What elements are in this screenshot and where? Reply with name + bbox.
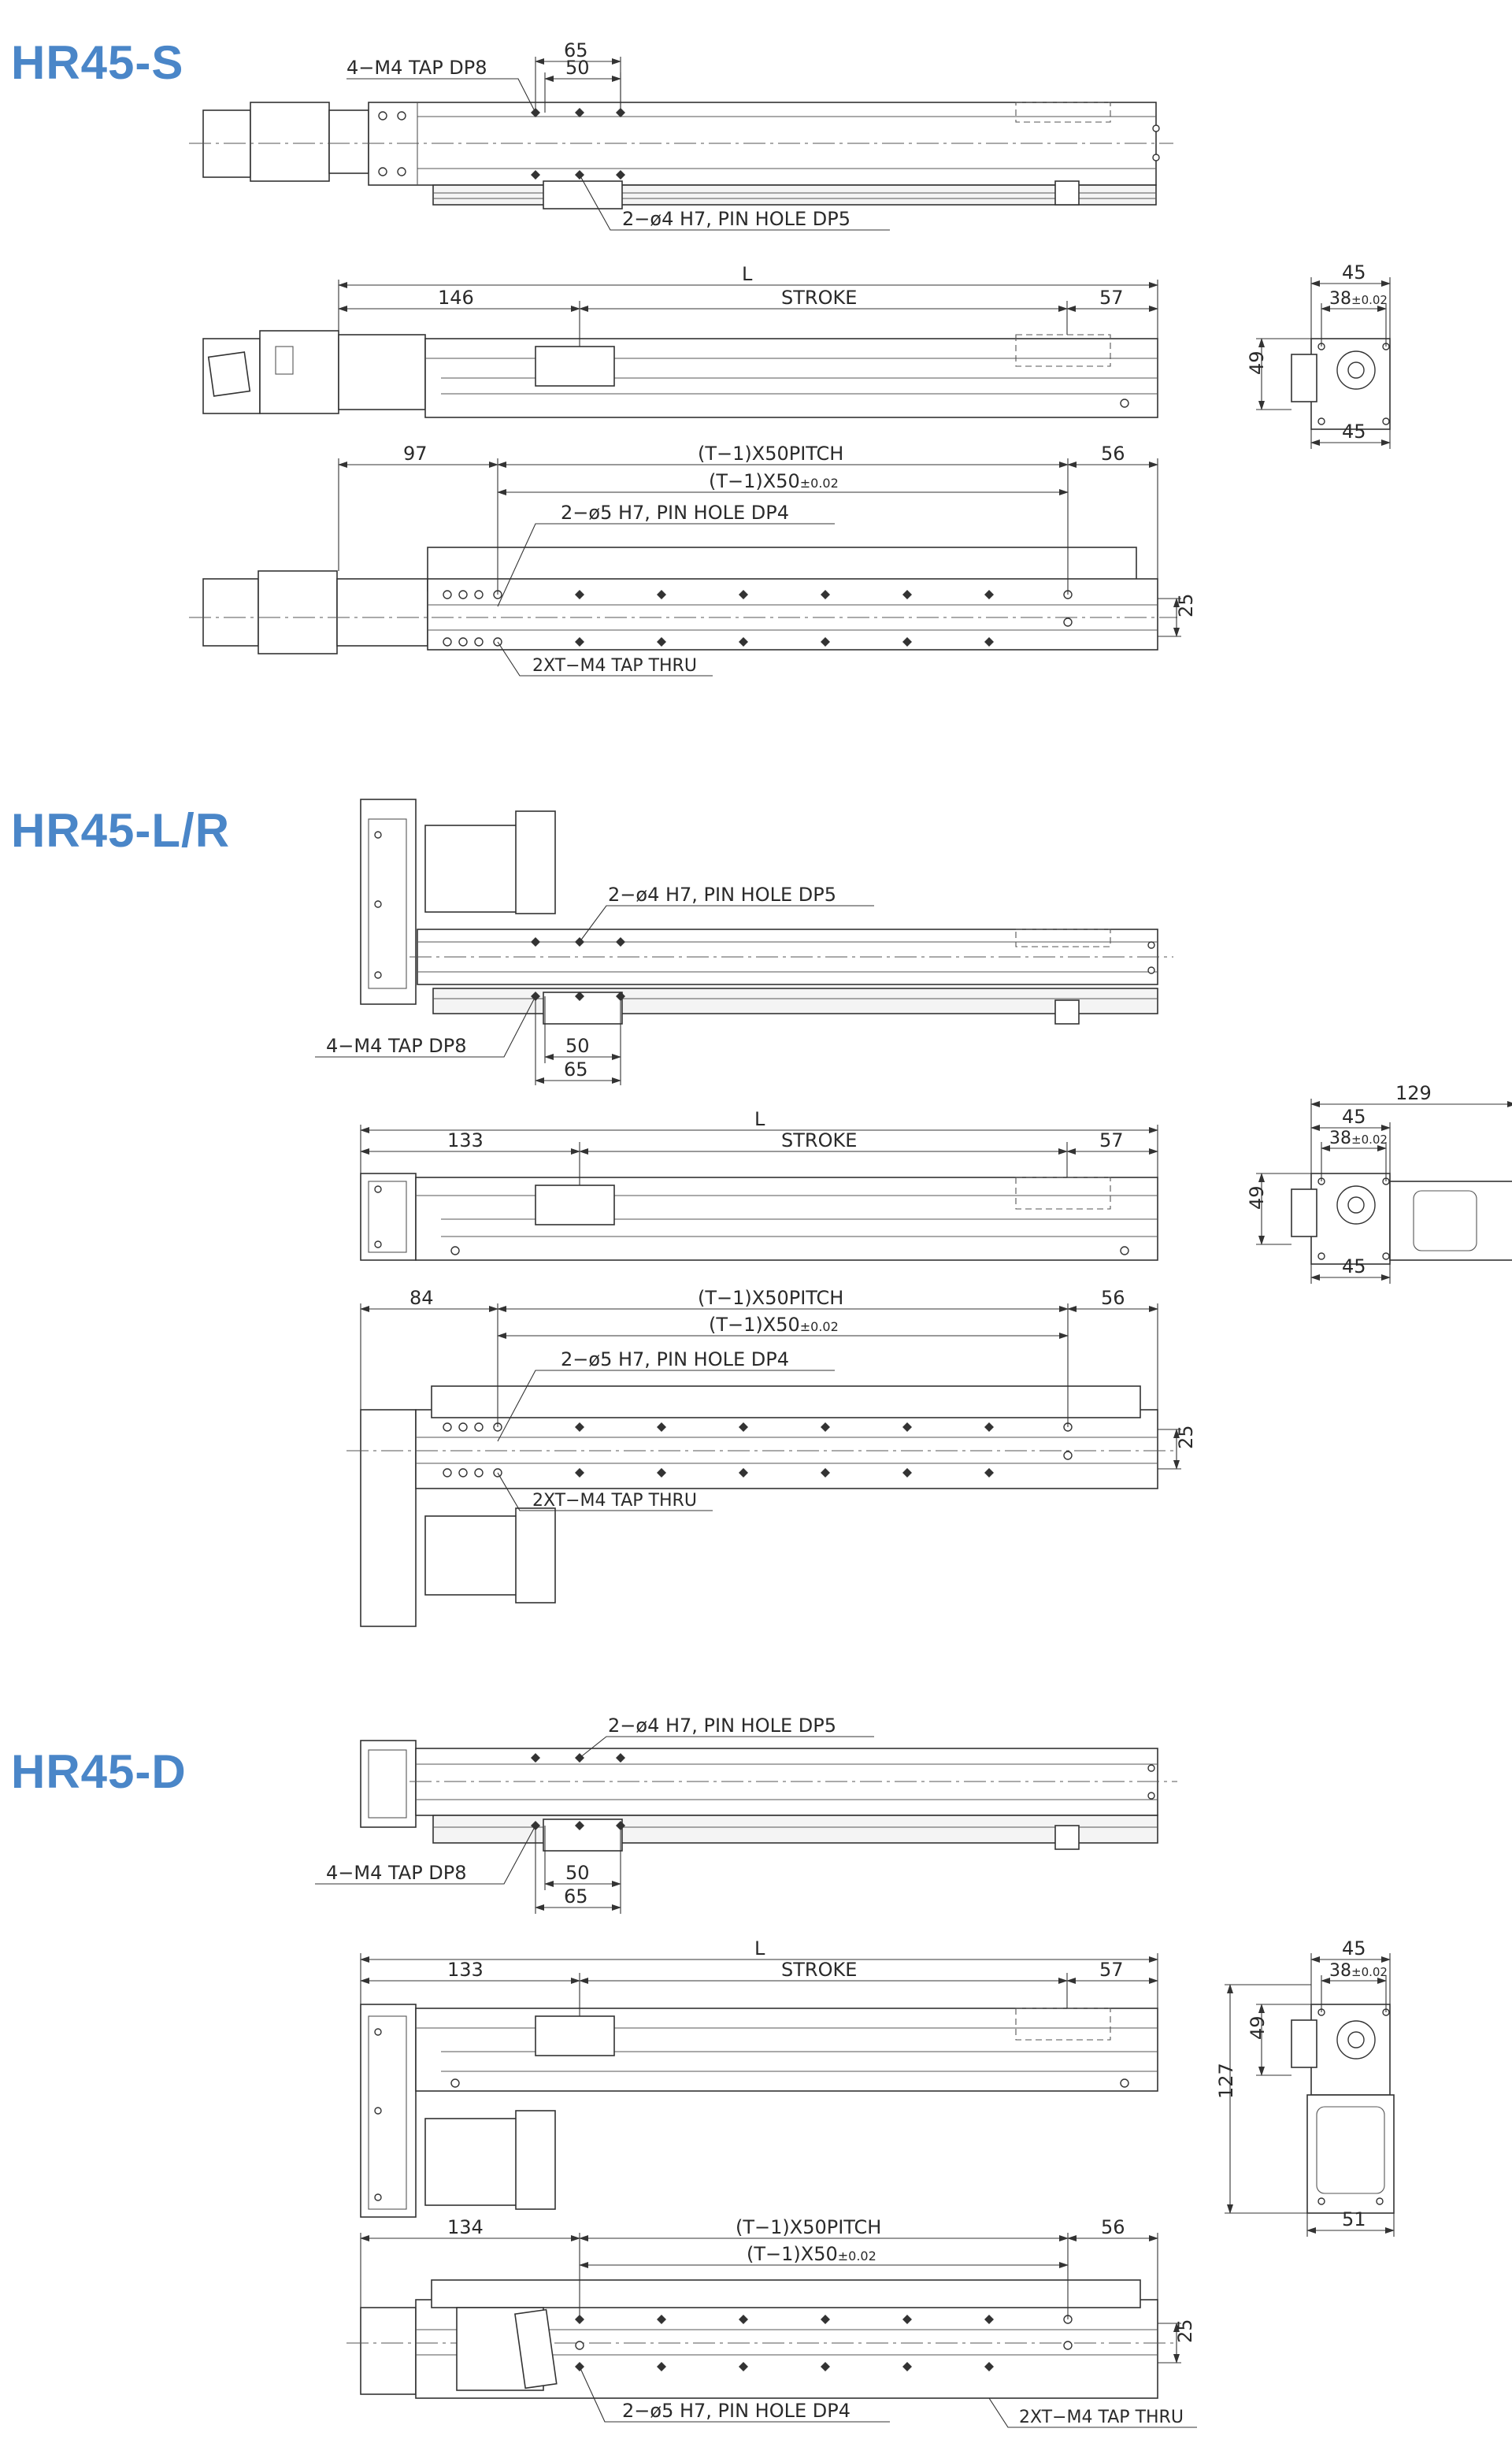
- d-dim-pitch-tol: (T−1)X50±0.02: [747, 2243, 876, 2265]
- s-dim-L: L: [742, 263, 753, 285]
- lr-dim-pitch-tol: (T−1)X50±0.02: [709, 1314, 839, 1336]
- s-label-tap-dp8: 4−M4 TAP DP8: [346, 57, 487, 79]
- lr-label-tap-thru: 2XT−M4 TAP THRU: [532, 1491, 697, 1511]
- s-end-dim-49: 49: [1246, 350, 1268, 375]
- lr-dim-56: 56: [1101, 1287, 1125, 1309]
- lr-dim-57: 57: [1099, 1129, 1124, 1151]
- d-dim-56: 56: [1101, 2216, 1125, 2238]
- s-end-view: [1246, 261, 1390, 449]
- s-end-dim-45-bottom: 45: [1342, 421, 1366, 443]
- s-dim-pitch-tol: (T−1)X50±0.02: [709, 470, 839, 492]
- d-label-tap-dp8: 4−M4 TAP DP8: [326, 1862, 467, 1884]
- s-dim-25: 25: [1175, 593, 1197, 617]
- s-dim-50: 50: [565, 57, 590, 79]
- lr-dim-50: 50: [565, 1035, 590, 1057]
- lr-end-dim-45-bottom: 45: [1342, 1255, 1366, 1277]
- d-dim-133: 133: [447, 1959, 484, 1981]
- d-dim-57: 57: [1099, 1959, 1124, 1981]
- d-dim-50: 50: [565, 1862, 590, 1884]
- lr-label-pin-dp4: 2−ø5 H7, PIN HOLE DP4: [561, 1348, 789, 1370]
- s-top-view: [189, 39, 1173, 230]
- lr-dim-stroke: STROKE: [781, 1129, 858, 1151]
- lr-top-view: [315, 799, 1173, 1085]
- d-end-dim-127: 127: [1215, 2063, 1237, 2099]
- lr-end-dim-129: 129: [1395, 1082, 1432, 1104]
- d-dim-134: 134: [447, 2216, 484, 2238]
- lr-bottom-view: [346, 1287, 1197, 1626]
- lr-dim-L: L: [754, 1108, 765, 1130]
- lr-dim-65: 65: [564, 1059, 588, 1081]
- s-end-dim-38: 38±0.02: [1329, 289, 1388, 309]
- d-label-pin-dp5: 2−ø4 H7, PIN HOLE DP5: [608, 1715, 836, 1737]
- lr-end-dim-45-top: 45: [1342, 1106, 1366, 1128]
- s-dim-65: 65: [564, 39, 588, 61]
- d-side-view: [361, 1937, 1158, 2217]
- d-top-view: [315, 1715, 1177, 1914]
- lr-dim-25: 25: [1175, 1425, 1197, 1449]
- s-dim-97: 97: [403, 443, 428, 465]
- s-dim-stroke: STROKE: [781, 287, 858, 309]
- lr-label-pin-dp5: 2−ø4 H7, PIN HOLE DP5: [608, 884, 836, 906]
- lr-label-tap-dp8: 4−M4 TAP DP8: [326, 1035, 467, 1057]
- section-title-hr45-s: HR45-S: [11, 36, 184, 89]
- s-bottom-view: [189, 443, 1197, 676]
- d-label-pin-dp4: 2−ø5 H7, PIN HOLE DP4: [622, 2400, 850, 2422]
- d-end-dim-49: 49: [1247, 2015, 1269, 2040]
- s-dim-57: 57: [1099, 287, 1124, 309]
- d-end-dim-38: 38±0.02: [1329, 1961, 1388, 1981]
- section-title-hr45-lr: HR45-L/R: [11, 804, 231, 857]
- lr-end-dim-49: 49: [1246, 1185, 1268, 1210]
- d-dim-pitch: (T−1)X50PITCH: [736, 2216, 882, 2238]
- d-dim-65: 65: [564, 1885, 588, 1908]
- s-dim-pitch: (T−1)X50PITCH: [698, 443, 844, 465]
- lr-dim-pitch: (T−1)X50PITCH: [698, 1287, 844, 1309]
- d-end-dim-45: 45: [1342, 1937, 1366, 1959]
- d-bottom-view: [346, 2216, 1197, 2427]
- s-label-tap-thru: 2XT−M4 TAP THRU: [532, 656, 697, 676]
- d-label-tap-thru: 2XT−M4 TAP THRU: [1019, 2408, 1184, 2427]
- section-title-hr45-d: HR45-D: [11, 1745, 187, 1798]
- d-end-view: [1215, 1937, 1394, 2237]
- s-end-dim-45-top: 45: [1342, 261, 1366, 284]
- s-dim-56: 56: [1101, 443, 1125, 465]
- lr-end-view: [1246, 1082, 1512, 1284]
- s-label-pin-dp4: 2−ø5 H7, PIN HOLE DP4: [561, 502, 789, 524]
- lr-dim-133: 133: [447, 1129, 484, 1151]
- lr-dim-84: 84: [410, 1287, 434, 1309]
- d-dim-L: L: [754, 1937, 765, 1959]
- s-label-pin-dp5: 2−ø4 H7, PIN HOLE DP5: [622, 208, 850, 230]
- s-side-view: [203, 263, 1158, 417]
- lr-side-view: [361, 1108, 1158, 1260]
- s-dim-146: 146: [438, 287, 474, 309]
- d-dim-stroke: STROKE: [781, 1959, 858, 1981]
- d-dim-25: 25: [1174, 2319, 1196, 2343]
- d-end-dim-51: 51: [1342, 2208, 1366, 2230]
- lr-end-dim-38: 38±0.02: [1329, 1129, 1388, 1148]
